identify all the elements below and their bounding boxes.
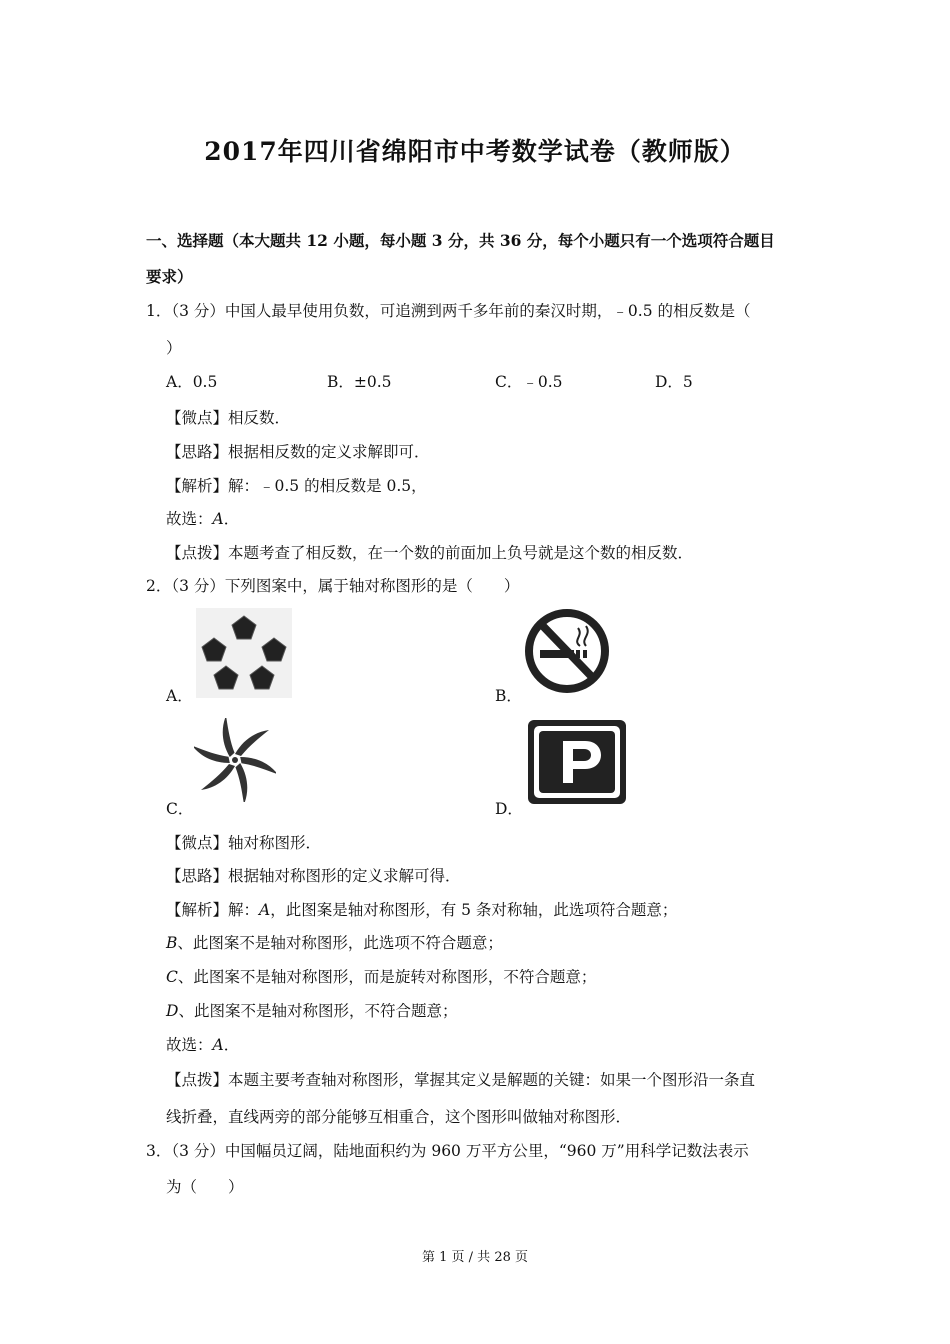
q3-stem-line1: 3．（3 分）中国幅员辽阔，陆地面积约为 960 万平方公里，“960 万”用科学记数法表示 xyxy=(146,1142,749,1160)
q2-analysis-prefix: 【解析】解： xyxy=(166,901,260,919)
q1-choose-answer: A xyxy=(212,510,224,528)
q1-option-a: A．0.5 xyxy=(166,373,218,391)
q1-option-d: D．5 xyxy=(655,373,693,391)
q2-idea: 【思路】根据轴对称图形的定义求解可得． xyxy=(166,867,461,885)
page-footer: 第 1 页 / 共 28 页 xyxy=(422,1250,528,1265)
q2-letter-c: C xyxy=(166,968,178,986)
q1-analysis: 【解析】解：﹣0.5 的相反数是 0.5， xyxy=(166,477,427,495)
q2-letter-b: B xyxy=(166,934,178,952)
q1-stem-line1: 1．（3 分）中国人最早使用负数，可追溯到两千多年前的秦汉时期，﹣0.5 的相反数是（ xyxy=(146,302,751,320)
no-smoking-sign-figure xyxy=(522,606,612,694)
q2-analysis-c xyxy=(166,965,596,987)
section-heading-line2: 要求） xyxy=(146,267,193,286)
q1-option-c: C．﹣0.5 xyxy=(495,373,563,391)
q2-analysis-d xyxy=(166,999,457,1021)
q1-stem-line2: ） xyxy=(166,339,182,357)
q2-choose xyxy=(166,1033,239,1055)
q2-stem: 2．（3 分）下列图案中，属于轴对称图形的是（ ） xyxy=(146,577,520,595)
q2-point: 【微点】轴对称图形． xyxy=(166,834,322,852)
q1-choose-prefix: 故选： xyxy=(166,510,213,528)
q1-choose xyxy=(166,507,239,529)
q1-point: 【微点】相反数． xyxy=(166,409,291,427)
q3-stem-line2: 为（ ） xyxy=(166,1178,244,1196)
q1-tip: 【点拨】本题考查了相反数，在一个数的前面加上负号就是这个数的相反数． xyxy=(166,544,694,562)
q2-text-c: 、此图案不是轴对称图形，而是旋转对称图形，不符合题意； xyxy=(177,968,597,986)
q2-choose-answer: A xyxy=(212,1036,224,1054)
q2-analysis-b xyxy=(166,931,503,953)
q1-idea: 【思路】根据相反数的定义求解即可． xyxy=(166,443,430,461)
q2-analysis xyxy=(166,898,677,920)
section-heading-line1: 一、选择题（本大题共 12 小题，每小题 3 分，共 36 分，每个小题只有一个选项符合题目 xyxy=(146,231,775,250)
q2-text-b: 、此图案不是轴对称图形，此选项不符合题意； xyxy=(177,934,503,952)
q2-tip-line2: 线折叠，直线两旁的部分能够互相重合，这个图形叫做轴对称图形． xyxy=(166,1108,632,1126)
q1-choose-suffix: ． xyxy=(223,510,240,528)
q2-label-a: A． xyxy=(166,687,193,705)
q2-choose-suffix: ． xyxy=(223,1036,240,1054)
q2-letter-d: D xyxy=(166,1002,179,1020)
q1-option-b: B．±0.5 xyxy=(327,373,392,391)
page-title: 2017年四川省绵阳市中考数学试卷（教师版） xyxy=(204,137,746,166)
q2-tip-line1: 【点拨】本题主要考查轴对称图形，掌握其定义是解题的关键：如果一个图形沿一条直 xyxy=(166,1071,756,1089)
q2-label-c: C． xyxy=(166,800,194,818)
q2-analysis-letter-a: A xyxy=(259,901,271,919)
q2-label-b: B． xyxy=(495,687,522,705)
q2-choose-prefix: 故选： xyxy=(166,1036,213,1054)
q2-label-d: D． xyxy=(495,800,523,818)
q2-analysis-text-a: ，此图案是轴对称图形，有 5 条对称轴，此选项符合题意； xyxy=(270,901,678,919)
parking-sign-figure xyxy=(527,719,627,805)
pentagon-pattern-figure xyxy=(196,608,292,698)
q2-text-d: 、此图案不是轴对称图形，不符合题意； xyxy=(178,1002,458,1020)
pinwheel-pattern-figure xyxy=(194,718,276,802)
